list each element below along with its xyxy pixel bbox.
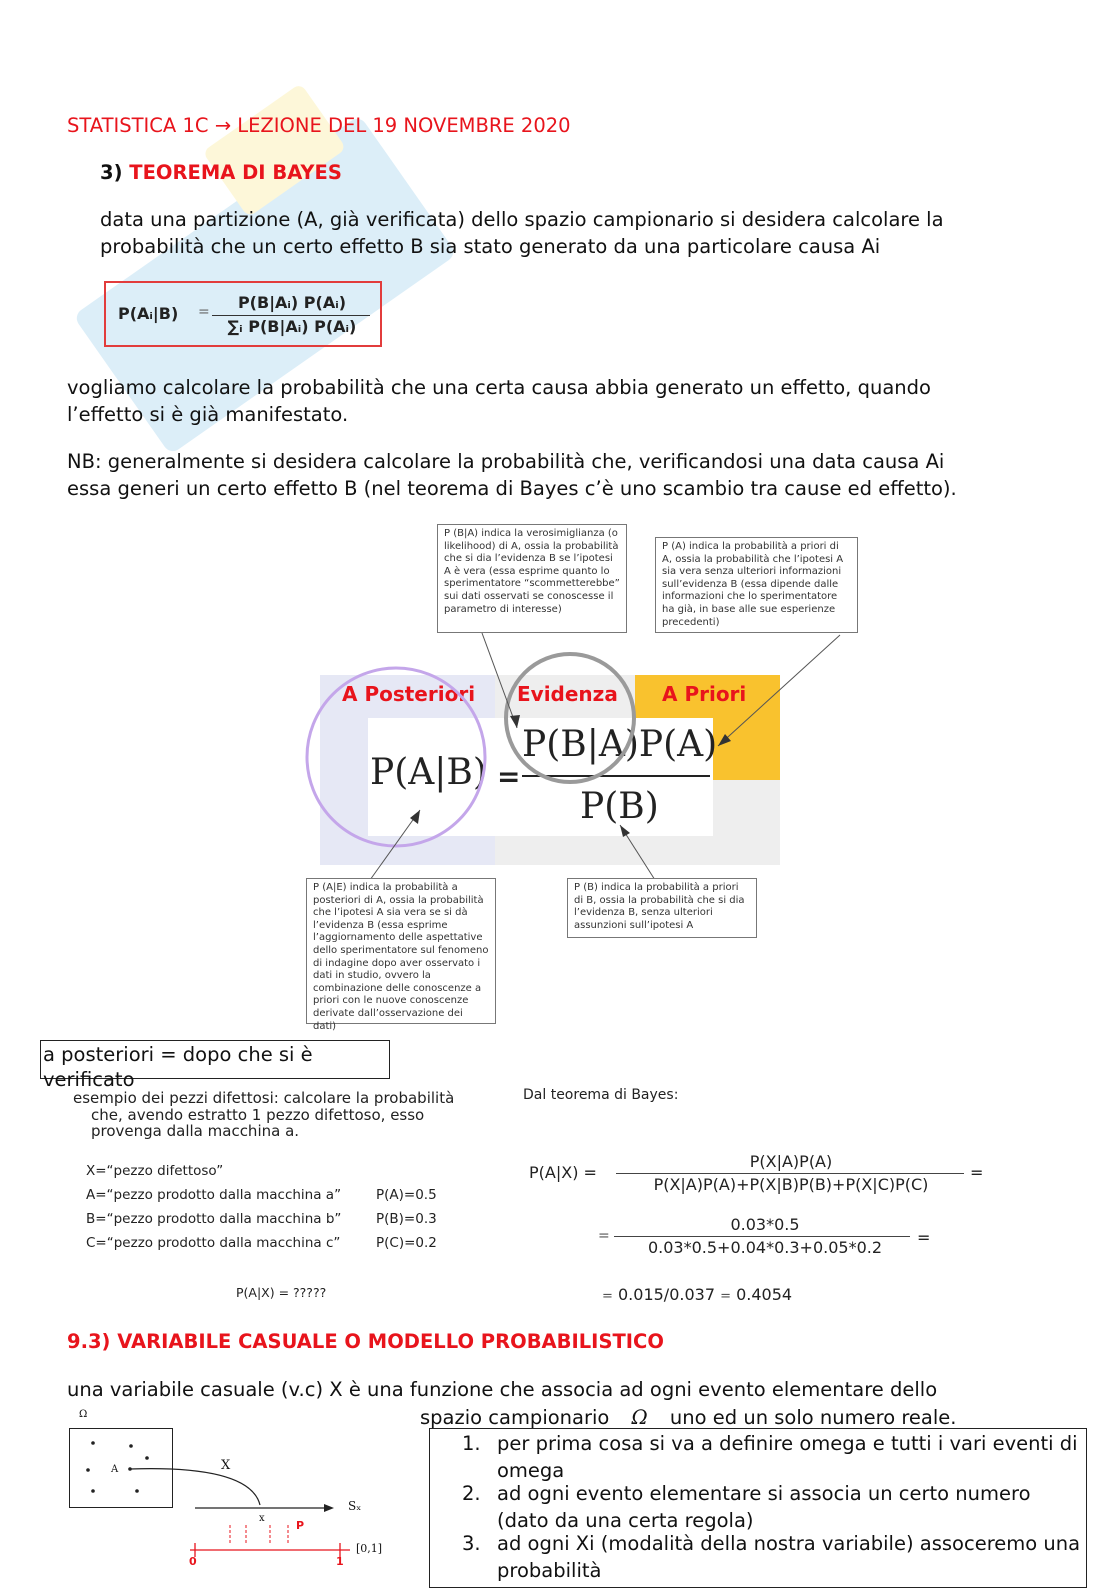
bayes-heading	[100, 161, 342, 184]
step-2-number: 2.	[462, 1482, 481, 1505]
formula-fraction-line	[212, 315, 370, 316]
def-x: X=“pezzo difettoso”	[86, 1163, 224, 1179]
course-title: STATISTICA 1C	[67, 114, 209, 137]
bayes-diagram	[300, 520, 870, 1030]
step-3: ad ogni Xi (modalità della nostra variabile) assoceremo una probabilità	[497, 1532, 1081, 1582]
sketch-zero-label: 0	[189, 1555, 197, 1568]
diagram-denominator: P(B)	[580, 786, 659, 827]
para2-line1: vogliamo calcolare la probabilità che una certa causa abbia generato un effetto, quando	[67, 376, 931, 399]
bayes-intro-line2: probabilità che un certo effetto B sia stato generato da una particolare causa Ai	[100, 235, 881, 258]
calc-eq1: =	[970, 1163, 984, 1182]
formula-numerator: P(B|Aᵢ) P(Aᵢ)	[237, 293, 347, 312]
steps-box	[429, 1428, 1087, 1588]
calc-num2: 0.03*0.5	[730, 1215, 800, 1234]
diagram-equals: =	[497, 760, 521, 793]
lesson-date: LEZIONE DEL 19 NOVEMBRE 2020	[237, 114, 571, 137]
section-93-line2b: uno ed un solo numero reale.	[669, 1406, 957, 1429]
calc-eq2: =	[917, 1228, 931, 1247]
posteriori-box: a posteriori = dopo che si è verificato	[40, 1040, 390, 1079]
example-title-line2: che, avendo estratto 1 pezzo difettoso, esso	[91, 1105, 425, 1124]
def-b: B=“pezzo prodotto dalla macchina b”	[86, 1211, 342, 1227]
label-posteriori: A Posteriori	[342, 682, 476, 706]
def-a: A=“pezzo prodotto dalla macchina a”	[86, 1187, 342, 1203]
example-title-line3: provenga dalla macchina a.	[91, 1122, 300, 1140]
step-1-number: 1.	[462, 1432, 481, 1455]
sketch-xsmall-label: x	[259, 1513, 265, 1524]
result-eq: =	[720, 1289, 731, 1304]
section-93-line2a: spazio campionario	[420, 1406, 610, 1429]
calc-lhs: P(A|X) =	[529, 1163, 597, 1182]
example-title-line1: esempio dei pezzi difettosi: calcolare la probabilità	[73, 1089, 455, 1107]
label-priori: A Priori	[662, 682, 747, 706]
calc-num1: P(X|A)P(A)	[749, 1152, 833, 1171]
calc-den1: P(X|A)P(A)+P(X|B)P(B)+P(X|C)P(C)	[653, 1175, 929, 1194]
note-verosimiglianza: P (B|A) indica la verosimiglianza (o likelihood) di A, ossia la probabilità che si dia l’evidenza B se l’ipotesi A è vera (essa esprime quanto lo sperimentatore “scommetterebbe” sui dati osservati se conoscesse il parametro di interesse)	[437, 524, 627, 633]
prob-a: P(A)=0.5	[376, 1187, 437, 1203]
calc-result-row	[602, 1285, 792, 1304]
bayes-title: TEOREMA DI BAYES	[129, 161, 342, 184]
result-fraction: 0.015/0.037	[618, 1285, 715, 1304]
sketch-x-label: X	[221, 1458, 231, 1473]
label-evidenza: Evidenza	[517, 682, 618, 706]
random-variable-sketch	[60, 1405, 400, 1579]
section-93-heading: 9.3) VARIABILE CASUALE O MODELLO PROBABILISTICO	[67, 1330, 664, 1353]
arrow-icon: →	[214, 114, 232, 137]
prob-b: P(B)=0.3	[376, 1211, 437, 1227]
sketch-a-label: A	[111, 1464, 119, 1475]
section-93-line2	[420, 1404, 956, 1431]
example-question: P(A|X) = ?????	[236, 1285, 327, 1300]
dal-teorema: Dal teorema di Bayes:	[523, 1087, 679, 1103]
step-1: per prima cosa si va a definire omega e tutti i vari eventi di omega	[497, 1432, 1078, 1482]
nb-line2: essa generi un certo effetto B (nel teorema di Bayes c’è uno scambio tra cause ed effetto).	[67, 477, 957, 500]
bayes-intro-line1: data una partizione (A, già verificata) dello spazio campionario si desidera calcolare la	[100, 208, 944, 231]
result-value: 0.4054	[736, 1285, 793, 1304]
step-3-number: 3.	[462, 1532, 481, 1555]
example-title	[73, 1090, 454, 1140]
sketch-p-label: P	[296, 1519, 305, 1532]
calc-line1	[616, 1173, 964, 1174]
bayes-number: 3)	[100, 161, 123, 184]
nb-line1: NB: generalmente si desidera calcolare la probabilità che, verificandosi una data causa Ai	[67, 450, 945, 473]
formula-equals: =	[198, 304, 210, 320]
sketch-one-label: 1	[336, 1555, 344, 1568]
calc-eq2-prefix: =	[598, 1228, 610, 1244]
note-evidenza: P (B) indica la probabilità a priori di B, ossia la probabilità che si dia l’evidenza B, senza ulteriori assunzioni sull’ipotesi A	[567, 878, 757, 938]
calc-den2: 0.03*0.5+0.04*0.3+0.05*0.2	[647, 1238, 883, 1257]
prob-c: P(C)=0.2	[376, 1235, 437, 1251]
step-2: ad ogni evento elementare si associa un certo numero (dato da una certa regola)	[497, 1482, 1031, 1532]
formula-lhs: P(Aᵢ|B)	[118, 304, 179, 323]
result-prefix: =	[602, 1289, 613, 1304]
def-c: C=“pezzo prodotto dalla macchina c”	[86, 1235, 341, 1251]
sketch-omega-label: Ω	[79, 1409, 88, 1420]
formula-denominator: ∑ᵢ P(B|Aᵢ) P(Aᵢ)	[227, 317, 357, 336]
diagram-numerator: P(B|A)P(A)	[522, 724, 718, 765]
sketch-interval-label: [0,1]	[356, 1542, 383, 1555]
omega-symbol: Ω	[631, 1406, 648, 1429]
bayes-formula-box	[104, 281, 382, 347]
page-header	[67, 114, 571, 137]
calc-line2	[614, 1236, 910, 1237]
sketch-sx-label: Sₓ	[348, 1499, 362, 1513]
note-priori: P (A) indica la probabilità a priori di A, ossia la probabilità che l’ipotesi A sia vera senza ulteriori informazioni sull’evidenza B (essa dipende dalle informazioni che lo sperimentatore ha già, in base alle sue esperienze precedenti)	[655, 537, 858, 633]
sketch-drawing	[60, 1405, 400, 1579]
diagram-lhs: P(A|B)	[370, 752, 487, 793]
note-posteriori: P (A|E) indica la probabilità a posteriori di A, ossia la probabilità che l’ipotesi A sia vera se si dà l’evidenza B (essa esprime l’aggiornamento delle aspettative dello sperimentatore sul fenomeno di indagine dopo aver osservato i dati in studio, ovvero la combinazione delle conoscenze a priori con le nuove conoscenze derivate dall’osservazione dei dati)	[306, 878, 496, 1024]
para2-line2: l’effetto si è già manifestato.	[67, 403, 349, 426]
section-93-line1: una variabile casuale (v.c) X è una funzione che associa ad ogni evento elementare dello	[67, 1378, 938, 1401]
